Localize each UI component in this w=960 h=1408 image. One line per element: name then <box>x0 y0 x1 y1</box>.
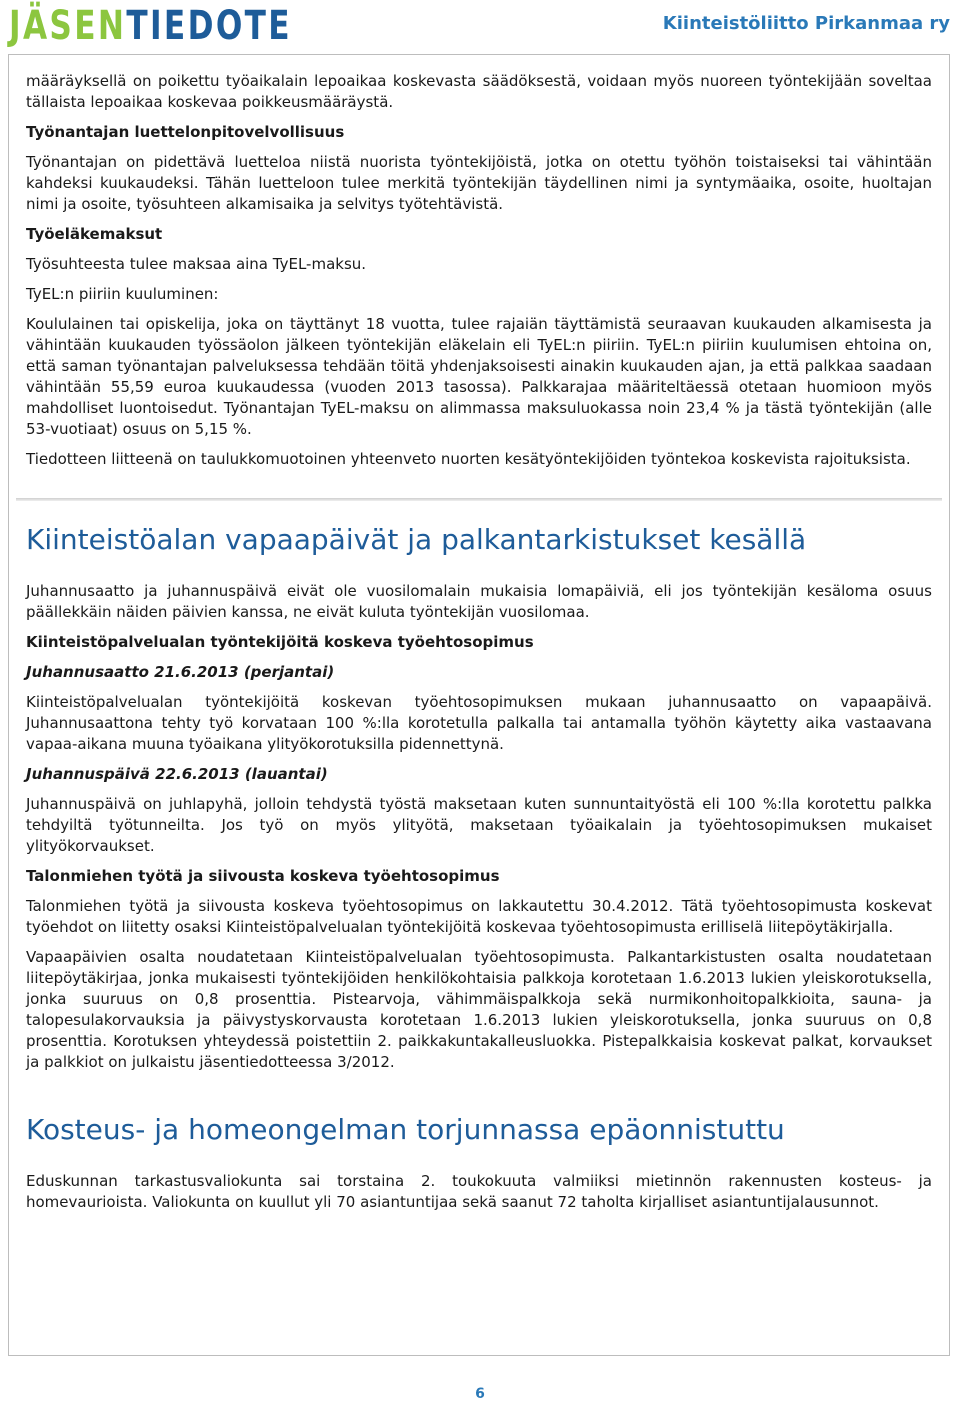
article-frame <box>8 54 950 1356</box>
subheading-tyoelakemaksut: Työeläkemaksut <box>26 225 163 243</box>
paragraph: TyEL:n piiriin kuuluminen: <box>26 285 219 303</box>
article-content <box>26 71 932 1213</box>
newsletter-logo <box>9 4 292 48</box>
logo-part-tiedote: TIEDOTE <box>126 3 292 49</box>
page-number: 6 <box>475 1386 485 1402</box>
paragraph: Vapaapäivien osalta noudatetaan Kiinteistöpalvelualan työehtosopimusta. Palkantarkistusten osalta noudatetaan liitepöytäkirjaa, jonka mukaisesti työntekijöiden henkilökohtaisia palkkoja korotetaan 1.6.2013 lukien yleiskorotuksella, jonka suuruus on 0,8 prosenttia. Pistearvoja, vähimmäispalkkoja sekä nurmikonhoitopalkkioita, sauna- ja talopesulakorvauksia ja päivystyskorvausta korotetaan 1.6.2013 lukien yleiskorotuksella, jonka suuruus on 0,8 prosenttia. Korotuksen yhteydessä poistettiin 2. paikkakuntakalleusluokka. Pistepalkkaisia koskevat palkat, korvaukset ja palkkiot on julkaistu jäsentiedotteessa 3/2012. <box>26 948 932 1071</box>
section-title-kosteus: Kosteus- ja homeongelman torjunnassa epäonnistuttu <box>26 1113 785 1146</box>
subheading-kiinteistopalveluala: Kiinteistöpalvelualan työntekijöitä koskeva työehtosopimus <box>26 633 534 651</box>
paragraph: määräyksellä on poikettu työaikalain lepoaikaa koskevasta säädöksestä, voidaan myös nuoreen työntekijään soveltaa tällaista lepoaikaa koskevaa poikkeusmääräystä. <box>26 72 932 111</box>
paragraph: Juhannusaatto ja juhannuspäivä eivät ole vuosilomalain mukaisia lomapäiviä, eli jos työntekijän kesäloma osuus päällekkäin näiden päivien kanssa, ne eivät kuluta työntekijän vuosilomaa. <box>26 582 932 621</box>
paragraph: Kiinteistöpalvelualan työntekijöitä koskevan työehtosopimuksen mukaan juhannusaatto on vapaapäivä. Juhannusaattona tehty työ korvataan 100 %:lla korotetulla palkalla tai antamalla työhön käytetty aika vastaavana vapaa-aikana muuna työaikana ylityökorotuksilla pidennettynä. <box>26 693 932 753</box>
subheading-talonmies: Talonmiehen työtä ja siivousta koskeva työehtosopimus <box>26 867 500 885</box>
subheading-juhannuspaiva: Juhannuspäivä 22.6.2013 (lauantai) <box>26 765 328 783</box>
paragraph: Talonmiehen työtä ja siivousta koskeva työehtosopimus on lakkautettu 30.4.2012. Tätä työehtosopimusta koskevat työehdot on liitetty osaksi Kiinteistöpalvelualan työntekijöitä koskevaa työehtosopimusta erilliselä liitepöytäkirjalla. <box>26 897 932 936</box>
organization-name: Kiinteistöliitto Pirkanmaa ry <box>662 13 950 34</box>
paragraph: Koululainen tai opiskelija, joka on täyttänyt 18 vuotta, tulee rajaiän täyttämistä seuraavan kuukauden alkamisesta ja vähintään kuukauden työssäolon jälkeen työntekijän eläkelain eli TyEL:n piiriin. TyEL:n piiriin kuulumisen ehtoina on, että saman työnantajan palveluksessa tehdään töitä yhdenjaksoisesti ainakin kuukauden ajan, ja että palkkaa saadaan vähintään 55,59 euroa kuukaudessa (vuoden 2013 tasossa). Palkkarajaa määriteltäessä otetaan huomioon myös mahdolliset luontoisedut. Työnantajan TyEL-maksu on alimmassa maksuluokassa noin 23,4 % ja tästä työntekijän (alle 53-vuotiaat) osuus on 5,15 %. <box>26 315 932 438</box>
subheading-text: Työnantajan luettelonpitovelvollisuus <box>26 123 345 141</box>
paragraph: Eduskunnan tarkastusvaliokunta sai torstaina 2. toukokuuta valmiiksi mietinnön rakennusten kosteus- ja homevaurioista. Valiokunta on kuullut yli 70 asiantuntijaa sekä saanut 72 taholta kirjalliset asiantuntijalausunnot. <box>26 1172 932 1211</box>
subheading-luettelonpito <box>26 122 932 143</box>
paragraph: Työsuhteesta tulee maksaa aina TyEL-maksu. <box>26 255 367 273</box>
paragraph: Tiedotteen liitteenä on taulukkomuotoinen yhteenveto nuorten kesätyöntekijöiden työntekoa koskevista rajoituksista. <box>26 450 911 468</box>
logo-part-jasen: JÄSEN <box>9 3 127 49</box>
section-divider <box>16 498 942 501</box>
section-title-vapaapaivat: Kiinteistöalan vapaapäivät ja palkantarkistukset kesällä <box>26 523 807 556</box>
subheading-juhannusaatto: Juhannusaatto 21.6.2013 (perjantai) <box>26 663 335 681</box>
paragraph: Työnantajan on pidettävä luetteloa niistä nuorista työntekijöistä, jotka on otettu työhön toistaiseksi tai vähintään kahdeksi kuukaudeksi. Tähän luetteloon tulee merkitä työntekijän täydellinen nimi ja syntymäaika, osoite, huoltajan nimi ja osoite, työsuhteen alkamisaika ja selvitys työtehtävistä. <box>26 153 932 213</box>
paragraph: Juhannuspäivä on juhlapyhä, jolloin tehdystä työstä maksetaan kuten sunnuntaityöstä eli 100 %:lla korotettu palkka tehdyiltä työtunneilta. Jos työ on myös ylityötä, maksetaan työaikalain ja työehtosopimuksen mukaiset ylityökorvaukset. <box>26 795 932 855</box>
masthead <box>0 0 960 52</box>
